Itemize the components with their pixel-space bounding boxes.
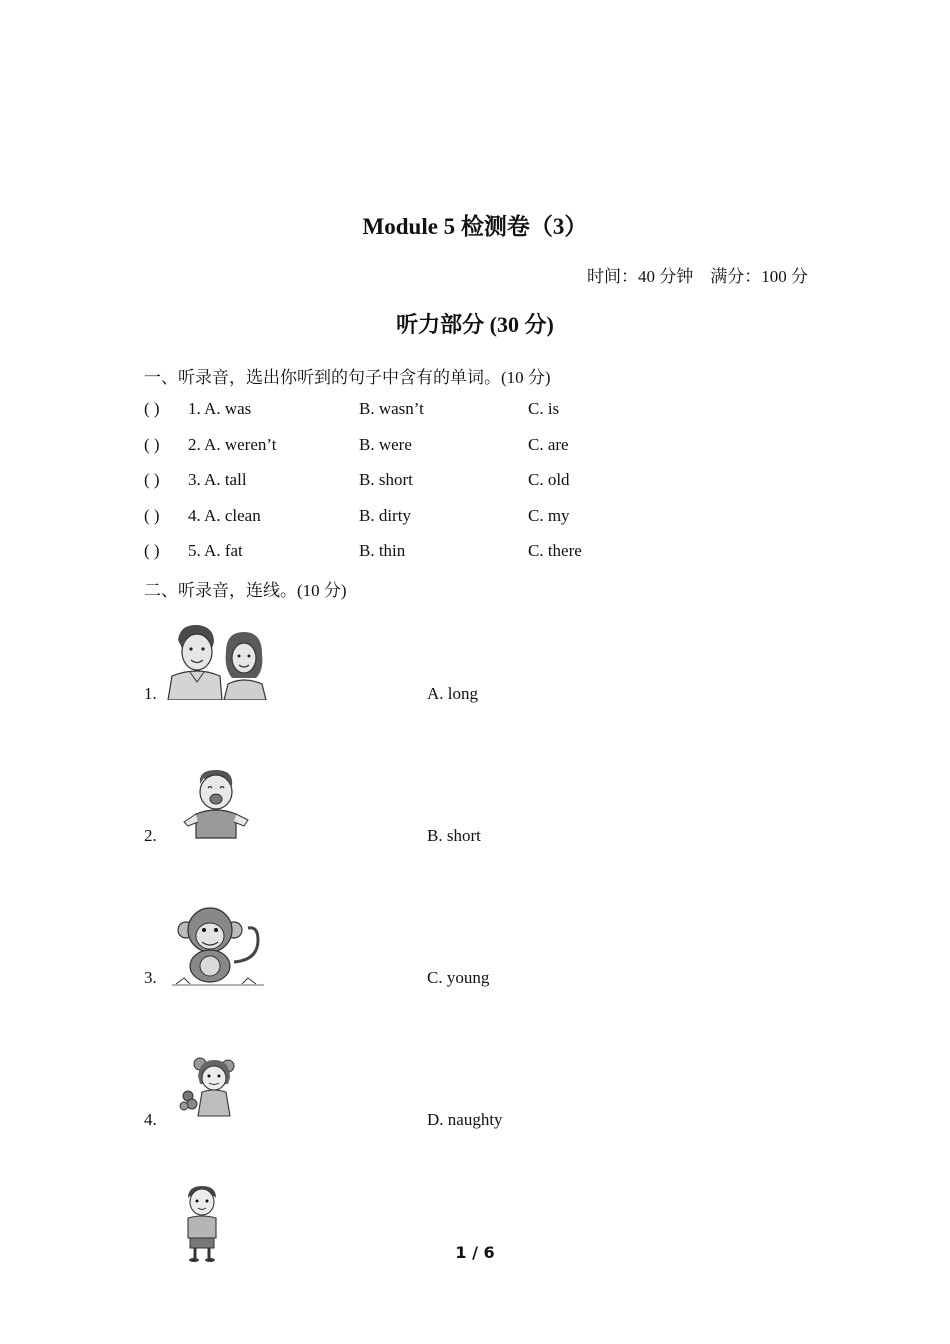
answer-blank[interactable]: ( ) [144, 541, 160, 560]
option-c: C. are [528, 435, 569, 454]
girl-with-flowers-icon [178, 1054, 246, 1118]
option-b: B. short [359, 470, 413, 489]
option-c: C. my [528, 506, 570, 525]
question-row [144, 435, 744, 459]
option-a: 3. A. tall [188, 470, 247, 489]
exam-meta: 时间：40 分钟 满分：100 分 [587, 267, 808, 286]
match-number: 1. [144, 684, 157, 703]
laughing-boy-icon [182, 768, 252, 840]
option-b: B. wasn’t [359, 399, 424, 418]
answer-blank[interactable]: ( ) [144, 399, 160, 418]
option-c: C. old [528, 470, 570, 489]
option-b: B. thin [359, 541, 406, 560]
match-word[interactable]: D. naughty [427, 1110, 503, 1129]
question-row [144, 470, 744, 494]
question-row [144, 399, 744, 423]
part2-instruction: 二、听录音，连线。(10 分) [144, 581, 347, 600]
couple-icon [164, 622, 268, 700]
page-number: 1 / 6 [455, 1243, 495, 1262]
option-a: 4. A. clean [188, 506, 261, 525]
match-word[interactable]: C. young [427, 968, 490, 987]
page-title: Module 5 检测卷（3） [362, 214, 588, 239]
match-number: 4. [144, 1110, 157, 1129]
monkey-icon [172, 904, 264, 986]
question-row [144, 541, 744, 565]
match-word[interactable]: B. short [427, 826, 481, 845]
option-a: 5. A. fat [188, 541, 243, 560]
match-number: 2. [144, 826, 157, 845]
section-title: 听力部分 (30 分) [396, 312, 554, 337]
match-number: 3. [144, 968, 157, 987]
part1-instruction: 一、听录音，选出你听到的句子中含有的单词。(10 分) [144, 368, 551, 387]
question-row [144, 506, 744, 530]
answer-blank[interactable]: ( ) [144, 506, 160, 525]
option-c: C. there [528, 541, 582, 560]
option-b: B. dirty [359, 506, 411, 525]
answer-blank[interactable]: ( ) [144, 435, 160, 454]
option-a: 1. A. was [188, 399, 252, 418]
option-c: C. is [528, 399, 560, 418]
match-word[interactable]: A. long [427, 684, 478, 703]
option-b: B. were [359, 435, 412, 454]
answer-blank[interactable]: ( ) [144, 470, 160, 489]
option-a: 2. A. weren’t [188, 435, 277, 454]
